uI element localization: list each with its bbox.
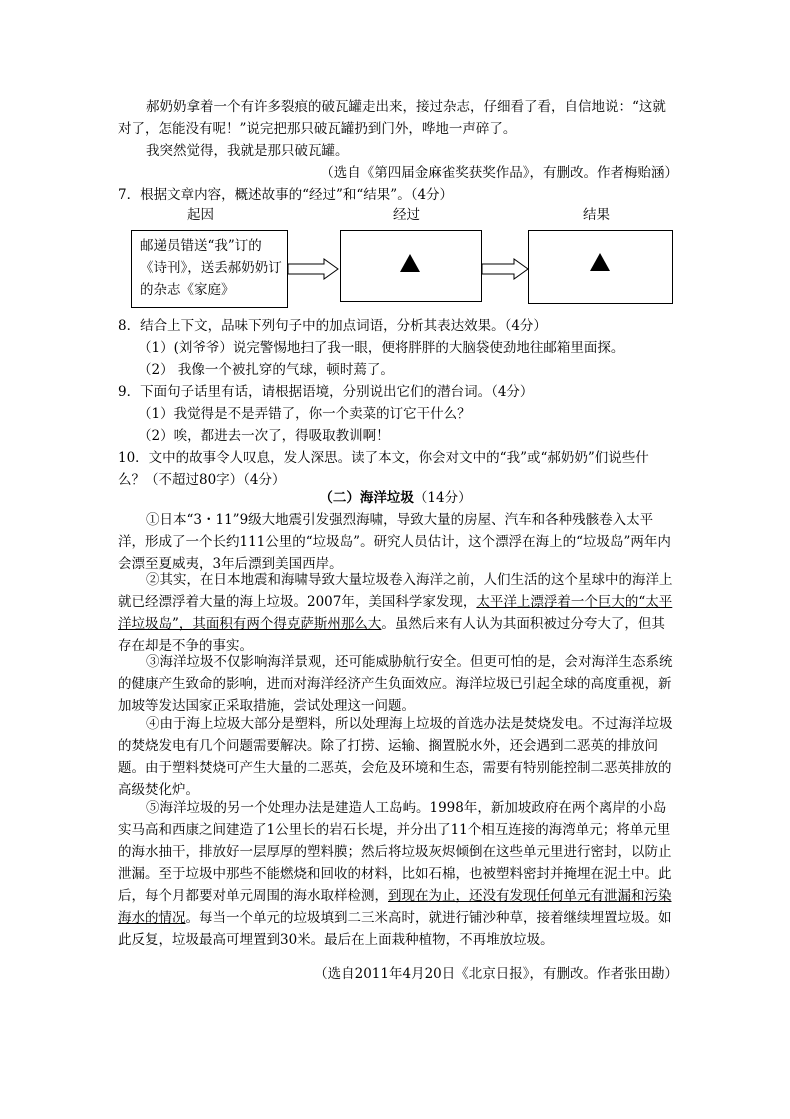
flow-label-result: 结果 [583, 207, 610, 223]
flow-box-result [528, 230, 673, 304]
flow-box-cause [131, 230, 288, 308]
question-8: 8．结合上下文，品味下列句子中的加点词语，分析其表达效果。（4分） [118, 318, 547, 334]
flow-label-process: 经过 [393, 207, 420, 223]
article-paragraph-2 [118, 569, 673, 657]
article-paragraph-2-part-a: ②其实，在日本地震和海啸导致大量垃圾卷入海洋之前，人们生活的这个星球中的海洋上就已经漂浮着大量的海上垃圾。2007年，美国科学家发现， [118, 572, 673, 610]
story-paragraph-2: 我突然觉得，我就是那只破瓦罐。 [146, 143, 349, 159]
section-2-title: （二）海洋垃圾 [319, 490, 414, 506]
placeholder-triangle-icon [590, 253, 610, 271]
question-9: 9．下面句子话里有话，请根据语境，分别说出它们的潜台词。（4分） [118, 384, 534, 400]
flow-label-cause: 起因 [187, 207, 214, 223]
article-paragraph-3: ③海洋垃圾不仅影响海洋景观，还可能威胁航行安全。但更可怕的是，会对海洋生态系统的健康产生致命的影响，进而对海洋经济产生负面效应。海洋垃圾已引起全球的高度重视，新加坡等发达国家正采取措施，尝试处理这一问题。 [118, 654, 673, 714]
question-10: 10．文中的故事令人叹息，发人深思。读了本文，你会对文中的“我”或“郝奶奶”们说些什么？（不超过80字）（4分） [118, 450, 649, 488]
section-2-heading [118, 487, 673, 509]
article-paragraph-5-underlined: 到现在为止，还没有发现任何单元有泄漏和污染海水的情况 [118, 888, 672, 926]
article-paragraph-5-part-b: 。每当一个单元的垃圾填到二三米高时，就进行铺沙种草，接着继续埋置垃圾。如此反复，垃圾最高可埋置到30米。最后在上面栽种植物，不再堆放垃圾。 [118, 910, 672, 948]
question-8-item-2: （2） 我像一个被扎穿的气球，顿时蔫了。 [138, 362, 394, 378]
flow-arrow-1 [288, 258, 340, 280]
question-8-item-1: （1）(刘爷爷）说完警惕地扫了我一眼，便将胖胖的大脑袋使劲地往邮箱里面探。 [138, 340, 625, 356]
story-paragraph-1: 郝奶奶拿着一个有许多裂痕的破瓦罐走出来，接过杂志，仔细看了看，自信地说：“这就对了，怎能没有呢！”说完把那只破瓦罐扔到门外，哗地一声碎了。 [118, 99, 666, 137]
article-paragraph-5-part-a: ⑤海洋垃圾的另一个处理办法是建造人工岛屿。1998年，新加坡政府在两个离岸的小岛实马高和西康之间建造了1公里长的岩石长堤，并分出了11个相互连接的海湾单元；将单元里的海水抽干，排放好一层厚厚的塑料膜；然后将垃圾灰烬倾倒在这些单元里进行密封，以防止泄漏。至于垃圾中那些不能燃烧和回收的材料，比如石棉，也被塑料密封并掩埋在泥土中。此后，每个月都要对单元周围的海水取样检测， [118, 800, 672, 904]
section-2-score: （14分） [413, 490, 472, 506]
article-paragraph-2-part-b: 。虽然后来有人认为其面积被过分夸大了，但其存在却是不争的事实。 [118, 616, 665, 654]
placeholder-triangle-icon [400, 254, 420, 272]
question-9-item-2: （2）唉，都进去一次了，得吸取教训啊！ [138, 428, 390, 444]
article-paragraph-5 [118, 797, 673, 951]
story-source: （选自《第四届金麻雀奖获奖作品》，有删改。作者梅贻涵） [320, 165, 678, 181]
flow-box-process [340, 230, 482, 302]
question-9-item-1: （1）我觉得是不是弄错了，你一个卖菜的订它干什么？ [138, 406, 471, 422]
article-source: （选自2011年4月20日《北京日报》，有删改。作者张田勘） [314, 966, 678, 982]
flow-arrow-2 [482, 258, 530, 280]
article-paragraph-2-underlined: 太平洋上漂浮着一个巨大的“太平洋垃圾岛”，其面积有两个得克萨斯州那么大 [118, 594, 673, 632]
flow-box-cause-text: 邮递员错送“我”订的《诗刊》，送丢郝奶奶订的杂志《家庭》 [140, 238, 282, 298]
article-paragraph-4: ④由于海上垃圾大部分是塑料，所以处理海上垃圾的首选办法是焚烧发电。不过海洋垃圾的焚烧发电有几个问题需要解决。除了打捞、运输、搁置脱水外，还会遇到二恶英的排放问题。由于塑料焚烧可产生大量的二恶英，会危及环境和生态，需要有特别能控制二恶英排放的高级焚化炉。 [118, 716, 673, 798]
article-paragraph-1: ①日本“3・11”9级大地震引发强烈海啸，导致大量的房屋、汽车和各种残骸卷入太平洋，形成了一个长约111公里的“垃圾岛”。研究人员估计，这个漂浮在海上的“垃圾岛”两年内会漂至夏威夷，3年后漂到美国西岸。 [118, 512, 671, 572]
question-7: 7．根据文章内容，概述故事的“经过”和“结果”。（4分） [118, 187, 454, 203]
